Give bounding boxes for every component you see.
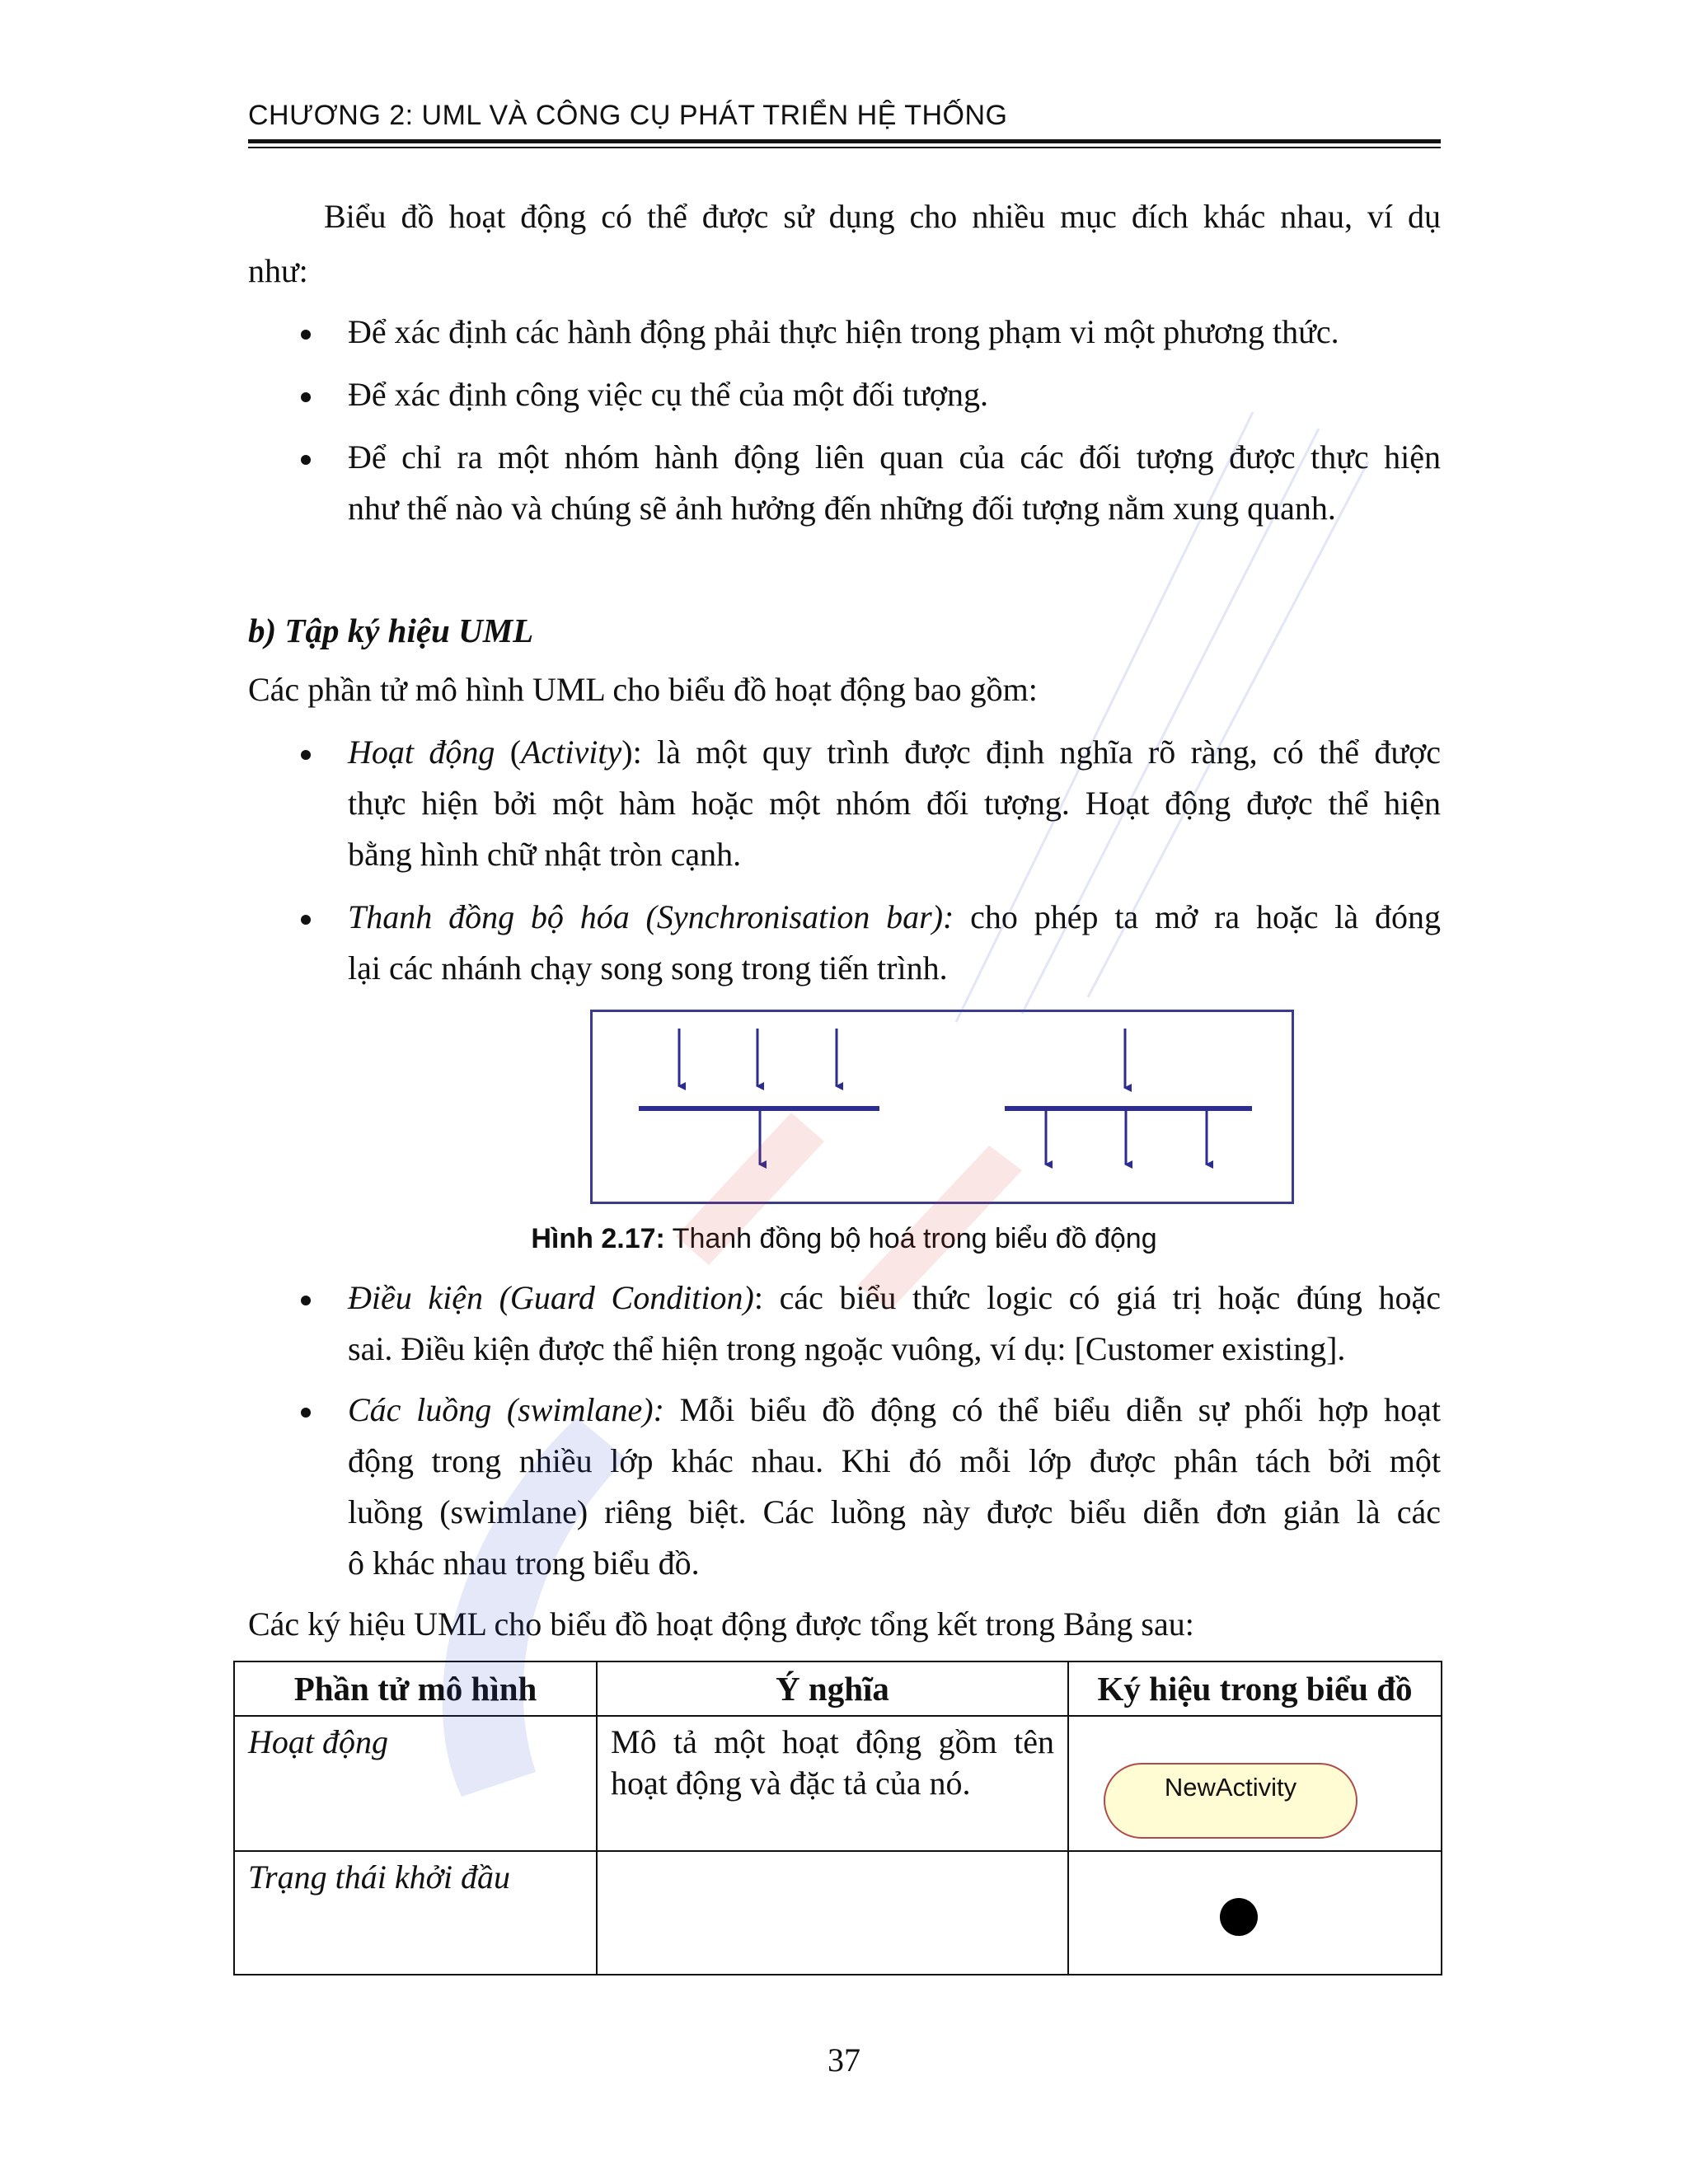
purpose-bullet-3-line-2: như thế nào và chúng sẽ ảnh hưởng đến những đối tượng nằm xung quanh. [348,490,1336,527]
uml-symbols-table [233,1661,1441,1975]
bullet-icon [301,1408,311,1418]
figure-caption [0,1223,1688,1255]
table-header-cell: Ký hiệu trong biểu đồ [1068,1661,1442,1716]
meaning-cell: Mô tả một hoạt động gồm tên hoạt động và đặc tả của nó. [597,1716,1068,1851]
header-rule-thick [248,139,1441,143]
element-cell: Trạng thái khởi đầu [234,1851,597,1975]
meaning-cell [597,1851,1068,1975]
activity-bullet-line-3: bằng hình chữ nhật tròn cạnh. [348,836,742,873]
purpose-bullet-1: Để xác định các hành động phải thực hiện trong phạm vi một phương thức. [348,313,1339,350]
table-header-row [234,1661,1442,1716]
intro-line-2: như: [248,252,308,289]
bullet-icon [301,915,311,925]
swimlane-bullet-line-2: động trong nhiều lớp khác nhau. Khi đó mỗi lớp được phân tách bởi một [348,1442,1441,1479]
swimlane-desc: Mỗi biểu đồ động có thể biểu diễn sự phối hợp hoạt [663,1391,1441,1428]
purpose-bullet-2: Để xác định công việc cụ thể của một đối tượng. [348,376,989,413]
caption-label: Hình 2.17: [531,1223,665,1254]
guard-desc: : các biểu thức logic có giá trị hoặc đúng hoặc [753,1279,1441,1316]
table-header-cell: Phần tử mô hình [234,1661,597,1716]
bullet-icon [301,1296,311,1305]
symbol-cell [1068,1716,1442,1851]
caption-text: Thanh đồng bộ hoá trong biểu đồ động [664,1223,1157,1254]
sync-bar-figure [590,1010,1294,1204]
guard-bullet-line-2: sai. Điều kiện được thể hiện trong ngoặc vuông, ví dụ: [Customer existing]. [348,1330,1346,1367]
swimlane-term: Các luồng (swimlane): [348,1391,664,1428]
guard-term: Điều kiện (Guard Condition) [348,1279,754,1316]
element-cell: Hoạt động [234,1716,597,1851]
section-intro: Các phần tử mô hình UML cho biểu đồ hoạt động bao gồm: [248,671,1038,708]
intro-line-1: Biểu đồ hoạt động có thể được sử dụng cho nhiều mục đích khác nhau, ví dụ [324,198,1441,235]
join-bar [639,1106,879,1111]
purpose-bullet-3-line-1: Để chỉ ra một nhóm hành động liên quan của các đối tượng được thực hiện [348,438,1441,476]
header-rule-thin [248,147,1441,148]
table-row [234,1851,1442,1975]
table-row [234,1716,1442,1851]
sync-bar-diagram [593,1012,1292,1202]
activity-bullet-line-1 [348,727,1441,778]
bullet-icon [301,455,311,465]
bullet-icon [301,330,311,340]
activity-term: Hoạt động [348,733,495,771]
page-header [248,97,1441,134]
bullet-icon [301,392,311,402]
guard-bullet-line-1 [348,1272,1441,1324]
swimlane-bullet-line-3: luồng (swimlane) riêng biệt. Các luồng này được biểu diễn đơn giản là các [348,1493,1441,1530]
table-intro: Các ký hiệu UML cho biểu đồ hoạt động được tổng kết trong Bảng sau: [248,1605,1194,1643]
activity-symbol: NewActivity [1104,1763,1357,1839]
section-heading: b) Tập ký hiệu UML [248,612,534,649]
sync-desc: cho phép ta mở ra hoặc là đóng [954,898,1441,935]
table-header-cell: Ý nghĩa [597,1661,1068,1716]
activity-desc: ): là một quy trình được định nghĩa rõ ràng, có thể được [621,733,1442,771]
sync-bullet-line-1 [348,892,1441,943]
bullet-icon [301,750,311,760]
page-number: 37 [828,2041,860,2079]
swimlane-bullet-line-1 [348,1385,1441,1436]
symbol-cell [1068,1851,1442,1975]
swimlane-bullet-line-4: ô khác nhau trong biểu đồ. [348,1544,700,1582]
activity-bullet-line-2: thực hiện bởi một hàm hoặc một nhóm đối tượng. Hoạt động được thể hiện [348,785,1441,822]
activity-term-en: Activity [521,733,622,771]
sync-bullet-line-2: lại các nhánh chạy song song trong tiến trình. [348,949,948,987]
fork-bar [1005,1106,1252,1111]
chapter-title: CHƯƠNG 2: UML VÀ CÔNG CỤ PHÁT TRIỂN HỆ THỐNG [248,100,1008,131]
initial-state-symbol [1220,1898,1258,1936]
sync-term: Thanh đồng bộ hóa (Synchronisation bar): [348,898,954,935]
activity-paren: ( [495,733,522,771]
